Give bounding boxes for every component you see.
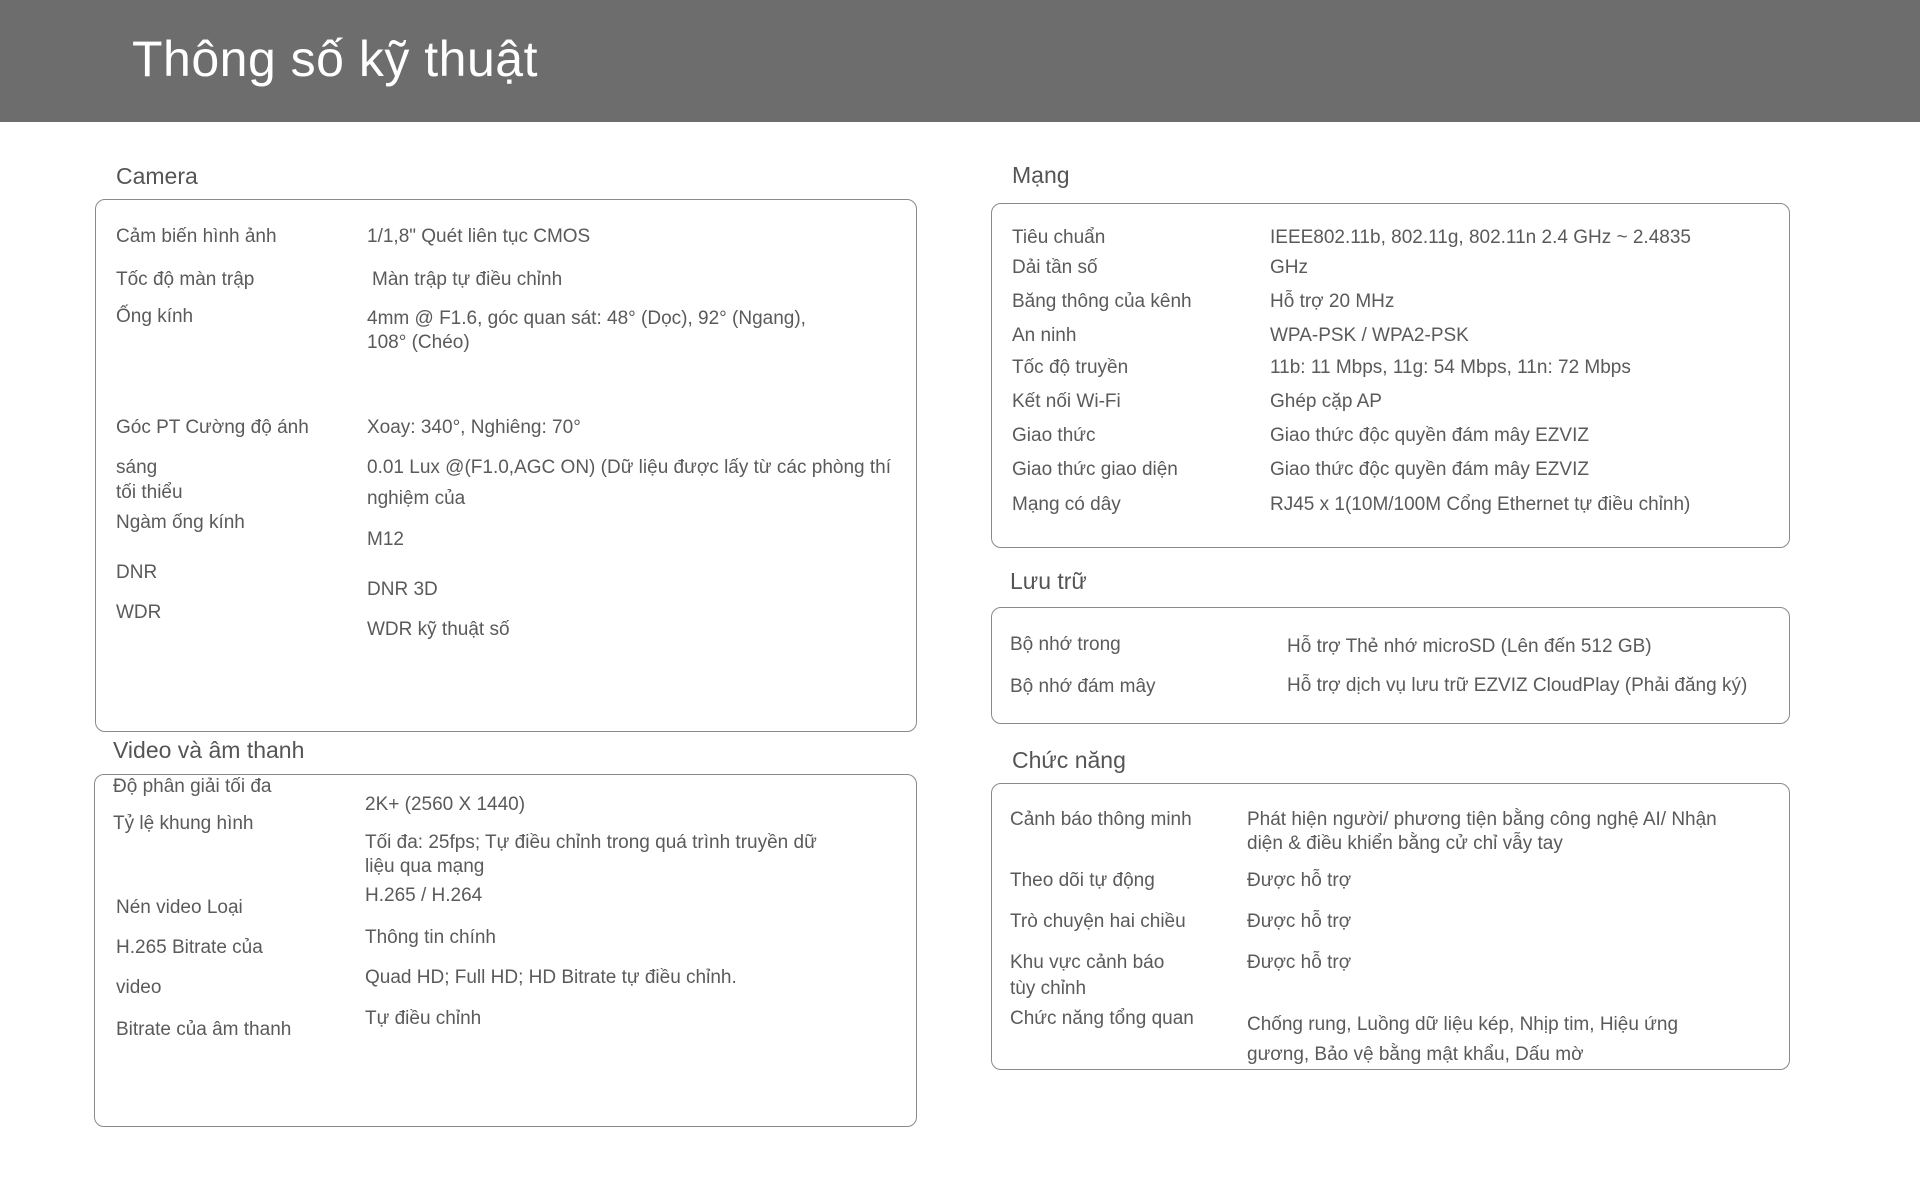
camera-value-pt: Xoay: 340°, Nghiêng: 70°: [367, 417, 581, 438]
functions-label-general: Chức năng tổng quan: [1010, 1008, 1194, 1029]
network-label-interface: Giao thức giao diện: [1012, 459, 1178, 480]
storage-value-cloud: Hỗ trợ dịch vụ lưu trữ EZVIZ CloudPlay (Phải đăng ký): [1287, 675, 1748, 696]
camera-label-dnr: DNR: [116, 562, 158, 583]
camera-label-toithieu: tối thiểu: [116, 482, 183, 503]
video-value-resolution: 2K+ (2560 X 1440): [365, 794, 526, 815]
network-label-wifi: Kết nối Wi-Fi: [1012, 391, 1121, 412]
network-value-wired: RJ45 x 1(10M/100M Cổng Ethernet tự điều chỉnh): [1270, 494, 1691, 515]
video-value-video-bitrate: Quad HD; Full HD; HD Bitrate tự điều chỉnh.: [365, 967, 737, 988]
camera-value-dnr: DNR 3D: [367, 579, 438, 600]
video-value-audio-bitrate: Tự điều chỉnh: [365, 1008, 482, 1029]
storage-label-local: Bộ nhớ trong: [1010, 634, 1121, 655]
storage-spec-box: [991, 607, 1790, 724]
video-value-compression: H.265 / H.264: [365, 885, 483, 906]
video-value-h265: Thông tin chính: [365, 927, 496, 948]
storage-value-local: Hỗ trợ Thẻ nhớ microSD (Lên đến 512 GB): [1287, 636, 1652, 657]
functions-value-general-line1: Chống rung, Luồng dữ liệu kép, Nhịp tim, Hiệu ứng: [1247, 1014, 1679, 1035]
camera-value-wdr: WDR kỹ thuật số: [367, 619, 510, 640]
camera-value-lux-line2: nghiệm của: [367, 488, 466, 509]
network-label-speed: Tốc độ truyền: [1012, 357, 1129, 378]
network-value-security: WPA-PSK / WPA2-PSK: [1270, 325, 1469, 346]
functions-value-two-way: Được hỗ trợ: [1247, 911, 1352, 932]
video-label-frame-rate: Tỷ lệ khung hình: [113, 813, 254, 834]
network-value-protocol: Giao thức độc quyền đám mây EZVIZ: [1270, 425, 1589, 446]
network-label-bandwidth: Băng thông của kênh: [1012, 291, 1192, 312]
camera-value-lux-line1: 0.01 Lux @(F1.0,AGC ON) (Dữ liệu được lấy từ các phòng thí: [367, 457, 891, 478]
camera-section-title: Camera: [116, 163, 198, 189]
network-value-standard-line1: IEEE802.11b, 802.11g, 802.11n 2.4 GHz ~ 2.4835: [1270, 227, 1691, 248]
video-value-frame-rate-line2: liệu qua mạng: [365, 856, 485, 877]
camera-value-sensor: 1/1,8" Quét liên tục CMOS: [367, 226, 591, 247]
network-label-standard: Tiêu chuẩn: [1012, 227, 1106, 248]
video-label-audio-bitrate: Bitrate của âm thanh: [116, 1019, 292, 1040]
page-header: [0, 0, 1920, 122]
video-label-video: video: [116, 977, 162, 998]
video-label-h265: H.265 Bitrate của: [116, 937, 263, 958]
storage-label-cloud: Bộ nhớ đám mây: [1010, 676, 1156, 697]
functions-value-smart-line1: Phát hiện người/ phương tiện bằng công nghệ AI/ Nhận: [1247, 809, 1717, 830]
functions-label-two-way: Trò chuyện hai chiều: [1010, 911, 1186, 932]
camera-label-mount: Ngàm ống kính: [116, 512, 245, 533]
functions-value-zone: Được hỗ trợ: [1247, 952, 1352, 973]
network-value-speed: 11b: 11 Mbps, 11g: 54 Mbps, 11n: 72 Mbps: [1270, 357, 1631, 378]
camera-label-pt: Góc PT Cường độ ánh: [116, 417, 309, 438]
camera-label-shutter: Tốc độ màn trập: [116, 269, 255, 290]
functions-label-smart: Cảnh báo thông minh: [1010, 809, 1192, 830]
network-value-standard-line2: GHz: [1270, 257, 1308, 278]
camera-label-sang: sáng: [116, 457, 158, 478]
camera-label-lens: Ống kính: [116, 306, 194, 327]
video-value-frame-rate-line1: Tối đa: 25fps; Tự điều chỉnh trong quá trình truyền dữ: [365, 832, 817, 853]
functions-value-tracking: Được hỗ trợ: [1247, 870, 1352, 891]
functions-section-title: Chức năng: [1012, 747, 1126, 773]
network-label-security: An ninh: [1012, 325, 1077, 346]
functions-label-zone-line2: tùy chỉnh: [1010, 978, 1087, 999]
video-label-compression: Nén video Loại: [116, 897, 243, 918]
network-label-protocol: Giao thức: [1012, 425, 1096, 446]
camera-label-sensor: Cảm biến hình ảnh: [116, 226, 277, 247]
network-label-freq: Dải tần số: [1012, 257, 1098, 278]
video-label-resolution: Độ phân giải tối đa: [113, 776, 272, 797]
functions-value-smart-line2: diện & điều khiển bằng cử chỉ vẫy tay: [1247, 833, 1563, 854]
functions-value-general-line2: gương, Bảo vệ bằng mật khẩu, Dấu mờ: [1247, 1044, 1584, 1065]
camera-value-mount: M12: [367, 529, 404, 550]
network-value-wifi: Ghép cặp AP: [1270, 391, 1382, 412]
network-label-wired: Mạng có dây: [1012, 494, 1121, 515]
network-value-bandwidth: Hỗ trợ 20 MHz: [1270, 291, 1395, 312]
storage-section-title: Lưu trữ: [1010, 568, 1087, 594]
network-value-interface: Giao thức độc quyền đám mây EZVIZ: [1270, 459, 1589, 480]
page-title: Thông số kỹ thuật: [132, 31, 538, 87]
functions-label-zone-line1: Khu vực cảnh báo: [1010, 952, 1165, 973]
camera-value-lens-line2: 108° (Chéo): [367, 332, 470, 353]
camera-value-lens-line1: 4mm @ F1.6, góc quan sát: 48° (Dọc), 92° (Ngang),: [367, 308, 806, 329]
camera-value-shutter: Màn trập tự điều chỉnh: [372, 269, 563, 290]
network-section-title: Mạng: [1012, 162, 1070, 188]
functions-label-tracking: Theo dõi tự động: [1010, 870, 1155, 891]
video-section-title: Video và âm thanh: [113, 737, 305, 763]
camera-label-wdr: WDR: [116, 602, 162, 623]
